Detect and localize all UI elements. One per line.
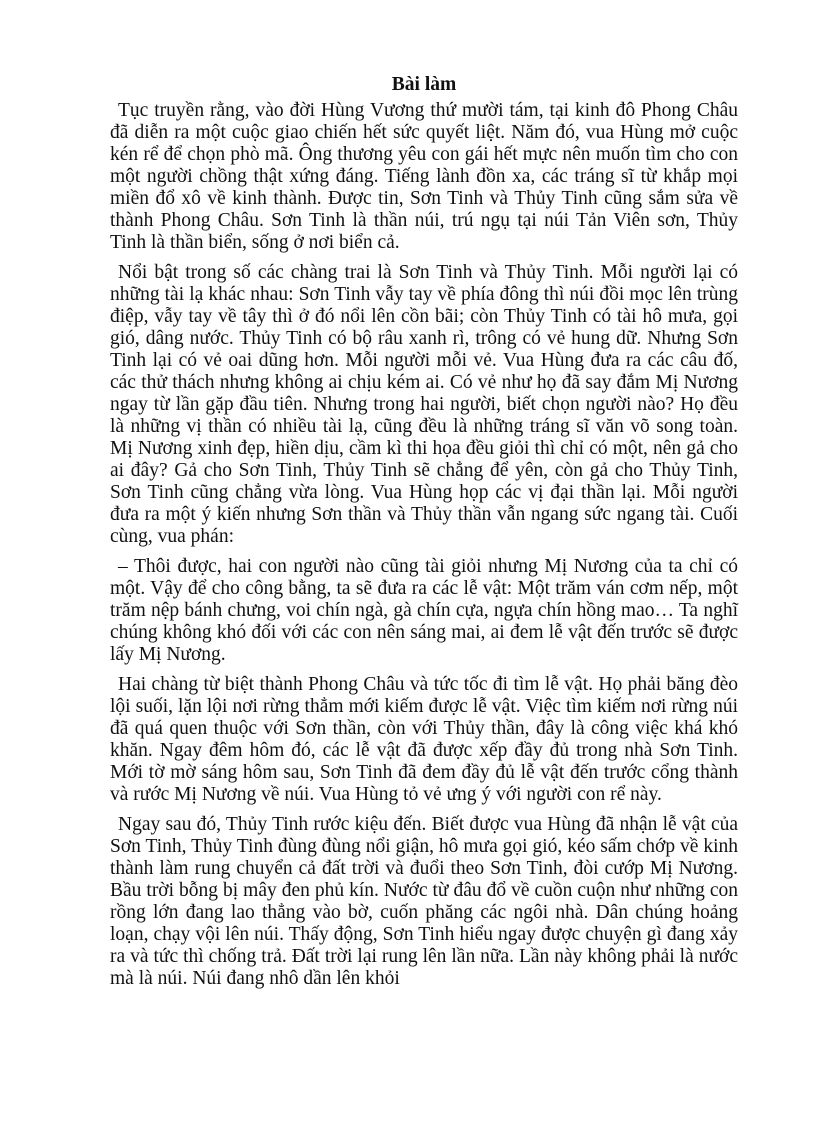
- essay-title: Bài làm: [391, 74, 457, 95]
- paragraph-3: – Thôi được, hai con người nào cũng tài giỏi nhưng Mị Nương của ta chỉ có một. Vậy để cho công bằng, ta sẽ đưa ra các lễ vật: Một trăm ván cơm nếp, một trăm nệp bánh chưng, voi chín ngà, gà chín cựa, ngựa chín hồng mao… Ta nghĩ chúng không khó đối với các con nên sáng mai, ai đem lễ vật đến trước sẽ được lấy Mị Nương.: [110, 556, 738, 665]
- document-page: [110, 74, 738, 998]
- paragraph-2: Nổi bật trong số các chàng trai là Sơn Tinh và Thủy Tinh. Mỗi người lại có những tài lạ khác nhau: Sơn Tinh vẫy tay về phía đông thì núi đồi mọc lên trùng điệp, vẫy tay về tây thì ở đó nổi lên cồn bãi; còn Thủy Tinh có tài hô mưa, gọi gió, dâng nước. Thủy Tinh có bộ râu xanh rì, trông có vẻ hung dữ. Nhưng Sơn Tinh lại có vẻ oai dũng hơn. Mỗi người mỗi vẻ. Vua Hùng đưa ra các câu đố, các thử thách nhưng không ai chịu kém ai. Có vẻ như họ đã say đắm Mị Nương ngay từ lần gặp đầu tiên. Nhưng trong hai người, biết chọn người nào? Họ đều là những vị thần có nhiều tài lạ, cũng đều là những tráng sĩ văn võ song toàn. Mị Nương xinh đẹp, hiền dịu, cầm kì thi họa đều giỏi thì chỉ có một, nên gả cho ai đây? Gả cho Sơn Tinh, Thủy Tinh sẽ chẳng để yên, còn gả cho Thủy Tinh, Sơn Tinh cũng chẳng vừa lòng. Vua Hùng họp các vị đại thần lại. Mỗi người đưa ra một ý kiến nhưng Sơn thần và Thủy thần vẫn ngang sức ngang tài. Cuối cùng, vua phán:: [110, 262, 738, 547]
- paragraph-4: Hai chàng từ biệt thành Phong Châu và tức tốc đi tìm lễ vật. Họ phải băng đèo lội suối, lặn lội nơi rừng thẳm mới kiếm được lễ vật. Việc tìm kiếm nơi rừng núi đã quá quen thuộc với Sơn thần, còn với Thủy thần, đây là công việc khá khó khăn. Ngay đêm hôm đó, các lễ vật đã được xếp đầy đủ trong nhà Sơn Tinh. Mới tờ mờ sáng hôm sau, Sơn Tinh đã đem đầy đủ lễ vật đến trước cổng thành và rước Mị Nương về núi. Vua Hùng tỏ vẻ ưng ý với người con rể này.: [110, 674, 738, 805]
- paragraph-5: Ngay sau đó, Thủy Tinh rước kiệu đến. Biết được vua Hùng đã nhận lễ vật của Sơn Tinh, Thủy Tinh đùng đùng nổi giận, hô mưa gọi gió, kéo sấm chớp về kinh thành làm rung chuyển cả đất trời và đuổi theo Sơn Tinh, đòi cướp Mị Nương. Bầu trời bỗng bị mây đen phủ kín. Nước từ đâu đổ về cuồn cuộn như những con rồng lớn đang lao thẳng vào bờ, cuốn phăng các ngôi nhà. Dân chúng hoảng loạn, chạy vội lên núi. Thấy động, Sơn Tinh hiểu ngay được chuyện gì đang xảy ra và tức thì chống trả. Đất trời lại rung lên lần nữa. Lần này không phải là nước mà là núi. Núi đang nhô dần lên khỏi: [110, 814, 738, 989]
- paragraph-1: Tục truyền rằng, vào đời Hùng Vương thứ mười tám, tại kinh đô Phong Châu đã diễn ra một cuộc giao chiến hết sức quyết liệt. Năm đó, vua Hùng mở cuộc kén rể để chọn phò mã. Ông thương yêu con gái hết mực nên muốn tìm cho con một người chồng thật xứng đáng. Tiếng lành đồn xa, các tráng sĩ từ khắp mọi miền đổ xô về kinh thành. Được tin, Sơn Tinh và Thủy Tinh cũng sắm sửa về thành Phong Châu. Sơn Tinh là thần núi, trú ngụ tại núi Tản Viên sơn, Thủy Tinh là thần biển, sống ở nơi biển cả.: [110, 100, 738, 253]
